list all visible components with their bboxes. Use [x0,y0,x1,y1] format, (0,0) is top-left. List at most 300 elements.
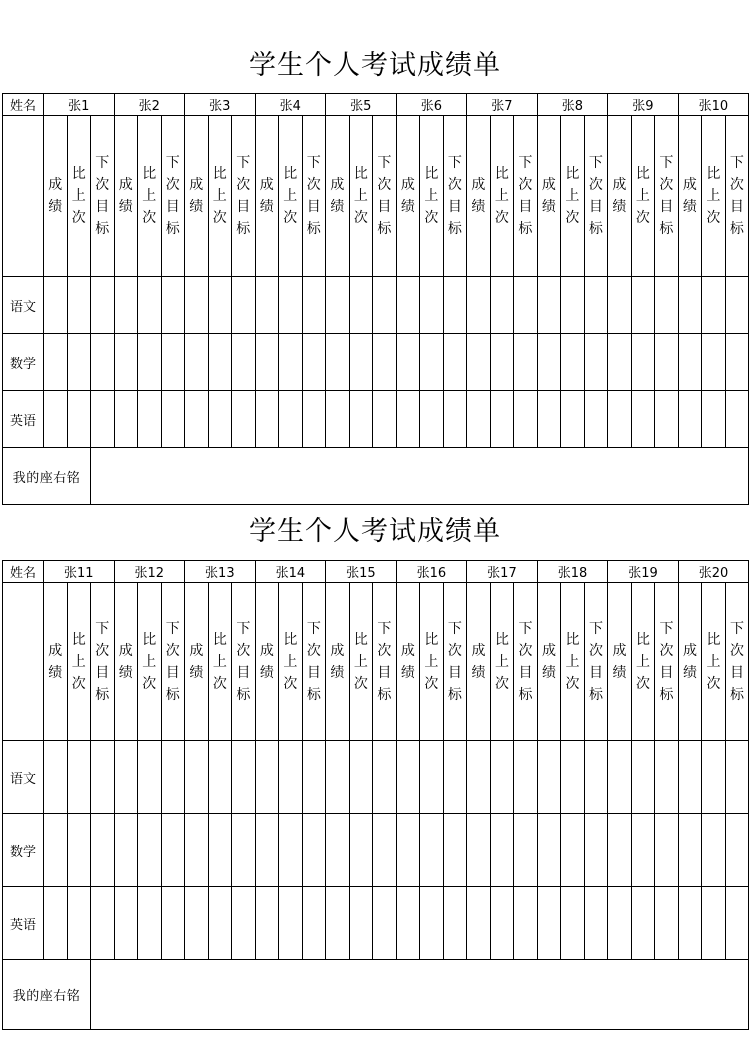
column-header-score [44,583,68,741]
grade-cell[interactable] [114,887,138,960]
grade-cell[interactable] [44,334,68,391]
column-header-label: 下次目标 [165,620,180,703]
student-name: 张3 [185,94,256,116]
student-name: 张5 [326,94,397,116]
grade-cell[interactable] [279,741,303,814]
grade-cell[interactable] [232,334,256,391]
grade-cell[interactable] [490,334,514,391]
grade-cell[interactable] [420,741,444,814]
grade-cell[interactable] [725,391,749,448]
column-header-label: 下次目标 [377,155,392,237]
column-header-vs-last [561,116,585,277]
column-header-label: 下次目标 [377,620,392,703]
student-name: 张9 [608,94,679,116]
grade-cell[interactable] [725,814,749,887]
grade-cell[interactable] [44,277,68,334]
grade-cell[interactable] [44,887,68,960]
grade-cell[interactable] [608,391,632,448]
grade-cell[interactable] [302,334,326,391]
grade-cell[interactable] [561,741,585,814]
column-header-label: 下次目标 [236,155,251,237]
grade-cell[interactable] [443,391,467,448]
column-header-label: 比上次 [212,166,227,226]
grade-cell[interactable] [255,334,279,391]
column-header-label: 比上次 [283,631,298,692]
column-header-vs-last [702,116,726,277]
grade-cell[interactable] [326,277,350,334]
grade-cell[interactable] [255,741,279,814]
grade-cell[interactable] [326,334,350,391]
grade-cell[interactable] [561,814,585,887]
column-header-next-goal [443,583,467,741]
grade-cell[interactable] [302,391,326,448]
grade-cell[interactable] [702,391,726,448]
grade-cell[interactable] [138,887,162,960]
grade-cell[interactable] [232,277,256,334]
grade-cell[interactable] [373,277,397,334]
grade-cell[interactable] [138,814,162,887]
grade-cell[interactable] [678,887,702,960]
column-header-score [255,116,279,277]
column-header-next-goal [302,116,326,277]
grade-cell[interactable] [678,814,702,887]
grade-cell[interactable] [537,814,561,887]
column-header-label: 成绩 [541,642,556,681]
grade-cell[interactable] [584,814,608,887]
grade-cell[interactable] [91,741,115,814]
grade-cell[interactable] [373,741,397,814]
motto-field[interactable] [91,960,749,1030]
grade-cell[interactable] [678,391,702,448]
grade-cell[interactable] [396,741,420,814]
grade-cell[interactable] [561,334,585,391]
grade-cell[interactable] [44,391,68,448]
grade-cell[interactable] [302,277,326,334]
student-name: 张17 [467,561,538,583]
grade-cell[interactable] [349,887,373,960]
grade-cell[interactable] [702,334,726,391]
column-header-label: 比上次 [424,631,439,692]
column-header-score [44,116,68,277]
grade-cell[interactable] [67,814,91,887]
student-name: 张15 [326,561,397,583]
grade-cell[interactable] [349,391,373,448]
grade-cell[interactable] [138,334,162,391]
grade-cell[interactable] [255,887,279,960]
column-header-label: 成绩 [612,642,627,681]
column-header-vs-last [631,583,655,741]
grade-cell[interactable] [608,814,632,887]
column-header-label: 成绩 [612,177,627,215]
grade-cell[interactable] [702,277,726,334]
grade-cell[interactable] [443,277,467,334]
column-header-next-goal [91,116,115,277]
grade-cell[interactable] [161,741,185,814]
column-header-next-goal [232,583,256,741]
grade-cell[interactable] [725,334,749,391]
grade-cell[interactable] [702,741,726,814]
grade-cell[interactable] [655,814,679,887]
grade-cell[interactable] [655,334,679,391]
column-header-label: 比上次 [142,631,157,692]
grade-cell[interactable] [326,391,350,448]
grade-cell[interactable] [67,277,91,334]
column-header-vs-last [349,116,373,277]
grade-cell[interactable] [678,741,702,814]
column-header-vs-last [420,583,444,741]
grade-cell[interactable] [208,887,232,960]
grade-cell[interactable] [396,887,420,960]
grade-cell[interactable] [467,814,491,887]
column-header-vs-last [349,583,373,741]
column-header-next-goal [373,116,397,277]
grade-cell[interactable] [326,741,350,814]
grade-cell[interactable] [161,334,185,391]
column-header-label: 成绩 [259,177,274,215]
grade-cell[interactable] [138,391,162,448]
grade-cell[interactable] [396,334,420,391]
column-header-label: 下次目标 [518,620,533,703]
column-header-label: 比上次 [494,166,509,226]
grade-cell[interactable] [396,814,420,887]
grade-cell[interactable] [255,277,279,334]
column-header-label: 成绩 [118,642,133,681]
sheet-title: 学生个人考试成绩单 [249,516,501,547]
grade-cell[interactable] [420,391,444,448]
column-header-next-goal [302,583,326,741]
grade-cell[interactable] [185,334,209,391]
grade-cell[interactable] [114,334,138,391]
grade-cell[interactable] [208,814,232,887]
grade-cell[interactable] [584,334,608,391]
column-header-label: 下次目标 [730,620,745,703]
grade-cell[interactable] [161,814,185,887]
grade-cell[interactable] [255,814,279,887]
column-header-label: 下次目标 [588,620,603,703]
column-header-score [678,583,702,741]
student-name: 张18 [537,561,608,583]
subject-label: 数学 [3,334,44,391]
grade-cell[interactable] [702,814,726,887]
column-header-next-goal [655,583,679,741]
grade-cell[interactable] [490,277,514,334]
column-header-vs-last [138,583,162,741]
grade-cell[interactable] [678,334,702,391]
column-header-label: 比上次 [283,166,298,226]
student-name: 张14 [255,561,326,583]
grade-cell[interactable] [44,741,68,814]
grade-cell[interactable] [420,887,444,960]
grade-cell[interactable] [514,391,538,448]
grade-cell[interactable] [537,741,561,814]
column-header-label: 比上次 [565,631,580,692]
grade-cell[interactable] [537,887,561,960]
grade-cell[interactable] [185,741,209,814]
grade-cell[interactable] [467,334,491,391]
grade-cell[interactable] [608,741,632,814]
column-header-score [185,583,209,741]
grade-cell[interactable] [631,334,655,391]
motto-field[interactable] [91,448,749,505]
grade-cell[interactable] [678,277,702,334]
grade-cell[interactable] [349,334,373,391]
grade-cell[interactable] [514,741,538,814]
grade-cell[interactable] [443,334,467,391]
grade-cell[interactable] [584,741,608,814]
grade-cell[interactable] [161,277,185,334]
student-name: 张4 [255,94,326,116]
grade-cell[interactable] [185,814,209,887]
column-header-next-goal [514,583,538,741]
column-header-label: 比上次 [353,631,368,692]
column-header-label: 下次目标 [236,620,251,703]
grade-cell[interactable] [208,334,232,391]
grade-cell[interactable] [208,741,232,814]
grade-cell[interactable] [279,277,303,334]
motto-label: 我的座右铭 [3,448,91,505]
grade-cell[interactable] [114,814,138,887]
grade-cell[interactable] [655,741,679,814]
grade-cell[interactable] [443,741,467,814]
column-header-label: 成绩 [259,642,274,681]
motto-label: 我的座右铭 [3,960,91,1030]
grade-cell[interactable] [91,887,115,960]
grade-cell[interactable] [655,277,679,334]
grade-cell[interactable] [302,887,326,960]
grade-cell[interactable] [91,814,115,887]
grade-cell[interactable] [725,277,749,334]
column-header-next-goal [161,116,185,277]
column-header-label: 比上次 [71,166,86,226]
student-name: 张6 [396,94,467,116]
sheet-title: 学生个人考试成绩单 [249,50,501,81]
grade-cell[interactable] [490,391,514,448]
column-header-label: 成绩 [541,177,556,215]
grade-cell[interactable] [561,391,585,448]
grade-cell[interactable] [514,277,538,334]
grade-cell[interactable] [279,814,303,887]
column-header-score [537,583,561,741]
grade-cell[interactable] [373,334,397,391]
grade-cell[interactable] [67,391,91,448]
column-header-score [467,583,491,741]
grade-cell[interactable] [608,277,632,334]
column-header-next-goal [725,583,749,741]
column-header-label: 比上次 [636,631,650,692]
column-header-next-goal [725,116,749,277]
grade-table [2,93,749,505]
grade-cell[interactable] [490,741,514,814]
column-header-next-goal [655,116,679,277]
blank-cell [3,583,44,741]
column-header-label: 比上次 [706,166,721,226]
subject-label: 语文 [3,741,44,814]
grade-cell[interactable] [467,887,491,960]
grade-cell[interactable] [561,887,585,960]
column-header-label: 比上次 [353,166,368,226]
grade-cell[interactable] [702,887,726,960]
grade-cell[interactable] [349,741,373,814]
column-header-vs-last [561,583,585,741]
grade-cell[interactable] [420,814,444,887]
grade-cell[interactable] [631,741,655,814]
column-header-vs-last [490,583,514,741]
column-header-score [608,116,632,277]
grade-cell[interactable] [279,391,303,448]
column-header-label: 比上次 [635,166,650,226]
column-header-label: 下次目标 [447,155,462,237]
grade-cell[interactable] [138,741,162,814]
column-header-label: 比上次 [212,631,227,692]
student-name: 张1 [44,94,115,116]
grade-cell[interactable] [443,887,467,960]
grade-cell[interactable] [279,887,303,960]
grade-cell[interactable] [514,334,538,391]
grade-cell[interactable] [208,391,232,448]
subject-label: 英语 [3,391,44,448]
grade-cell[interactable] [467,277,491,334]
grade-cell[interactable] [232,741,256,814]
grade-cell[interactable] [584,887,608,960]
column-header-score [185,116,209,277]
grade-cell[interactable] [396,277,420,334]
name-header: 姓名 [3,561,44,583]
grade-cell[interactable] [514,814,538,887]
column-header-vs-last [420,116,444,277]
grade-cell[interactable] [631,391,655,448]
grade-cell[interactable] [138,277,162,334]
column-header-label: 成绩 [471,642,486,681]
column-header-label: 比上次 [71,631,86,692]
grade-cell[interactable] [67,887,91,960]
column-header-label: 比上次 [706,631,721,692]
grade-cell[interactable] [255,391,279,448]
grade-cell[interactable] [161,887,185,960]
grade-cell[interactable] [114,277,138,334]
grade-cell[interactable] [467,741,491,814]
grade-cell[interactable] [373,887,397,960]
grade-cell[interactable] [349,277,373,334]
column-header-label: 成绩 [400,642,415,681]
grade-cell[interactable] [490,814,514,887]
column-header-vs-last [702,583,726,741]
student-name: 张11 [44,561,115,583]
student-name: 张10 [678,94,749,116]
grade-cell[interactable] [326,887,350,960]
grade-cell[interactable] [631,887,655,960]
grade-cell[interactable] [279,334,303,391]
column-header-label: 下次目标 [588,155,603,237]
grade-cell[interactable] [443,814,467,887]
grade-cell[interactable] [185,391,209,448]
subject-label: 语文 [3,277,44,334]
grade-cell[interactable] [725,887,749,960]
grade-cell[interactable] [584,277,608,334]
grade-cell[interactable] [725,741,749,814]
column-header-label: 成绩 [683,642,698,681]
grade-cell[interactable] [185,887,209,960]
column-header-score [326,116,350,277]
grade-cell[interactable] [373,814,397,887]
grade-cell[interactable] [584,391,608,448]
grade-cell[interactable] [608,887,632,960]
grade-cell[interactable] [91,334,115,391]
column-header-label: 成绩 [118,177,133,215]
grade-cell[interactable] [373,391,397,448]
grade-cell[interactable] [537,277,561,334]
grade-cell[interactable] [631,814,655,887]
grade-cell[interactable] [302,741,326,814]
grade-cell[interactable] [467,391,491,448]
student-name: 张7 [467,94,538,116]
grade-cell[interactable] [655,391,679,448]
column-header-next-goal [584,116,608,277]
column-header-score [114,583,138,741]
grade-cell[interactable] [655,887,679,960]
student-name: 张16 [396,561,467,583]
column-header-score [467,116,491,277]
grade-cell[interactable] [537,391,561,448]
column-header-label: 下次目标 [447,620,462,703]
grade-cell[interactable] [208,277,232,334]
column-header-label: 成绩 [189,642,204,681]
grade-cell[interactable] [44,814,68,887]
column-header-vs-last [208,116,232,277]
column-header-next-goal [91,583,115,741]
column-header-next-goal [161,583,185,741]
grade-cell[interactable] [561,277,585,334]
column-header-label: 成绩 [400,177,415,215]
grade-cell[interactable] [514,887,538,960]
column-header-label: 比上次 [565,166,580,226]
column-header-label: 下次目标 [95,155,110,237]
grade-cell[interactable] [490,887,514,960]
grade-cell[interactable] [114,391,138,448]
grade-cell[interactable] [326,814,350,887]
grade-cell[interactable] [232,887,256,960]
student-name: 张12 [114,561,185,583]
subject-label: 英语 [3,887,44,960]
column-header-score [537,116,561,277]
grade-cell[interactable] [161,391,185,448]
grade-cell[interactable] [631,277,655,334]
grade-cell[interactable] [67,741,91,814]
grade-cell[interactable] [232,391,256,448]
grade-cell[interactable] [537,334,561,391]
column-header-score [255,583,279,741]
column-header-score [678,116,702,277]
grade-cell[interactable] [114,741,138,814]
column-header-label: 下次目标 [659,620,674,703]
grade-cell[interactable] [185,277,209,334]
grade-cell[interactable] [91,277,115,334]
grade-cell[interactable] [67,334,91,391]
column-header-score [608,583,632,741]
grade-cell[interactable] [420,277,444,334]
grade-cell[interactable] [608,334,632,391]
grade-cell[interactable] [349,814,373,887]
grade-cell[interactable] [302,814,326,887]
column-header-vs-last [208,583,232,741]
grade-cell[interactable] [396,391,420,448]
grade-cell[interactable] [91,391,115,448]
grade-cell[interactable] [232,814,256,887]
column-header-label: 成绩 [189,177,204,215]
column-header-next-goal [232,116,256,277]
grade-cell[interactable] [420,334,444,391]
column-header-score [396,583,420,741]
column-header-label: 比上次 [142,166,157,226]
